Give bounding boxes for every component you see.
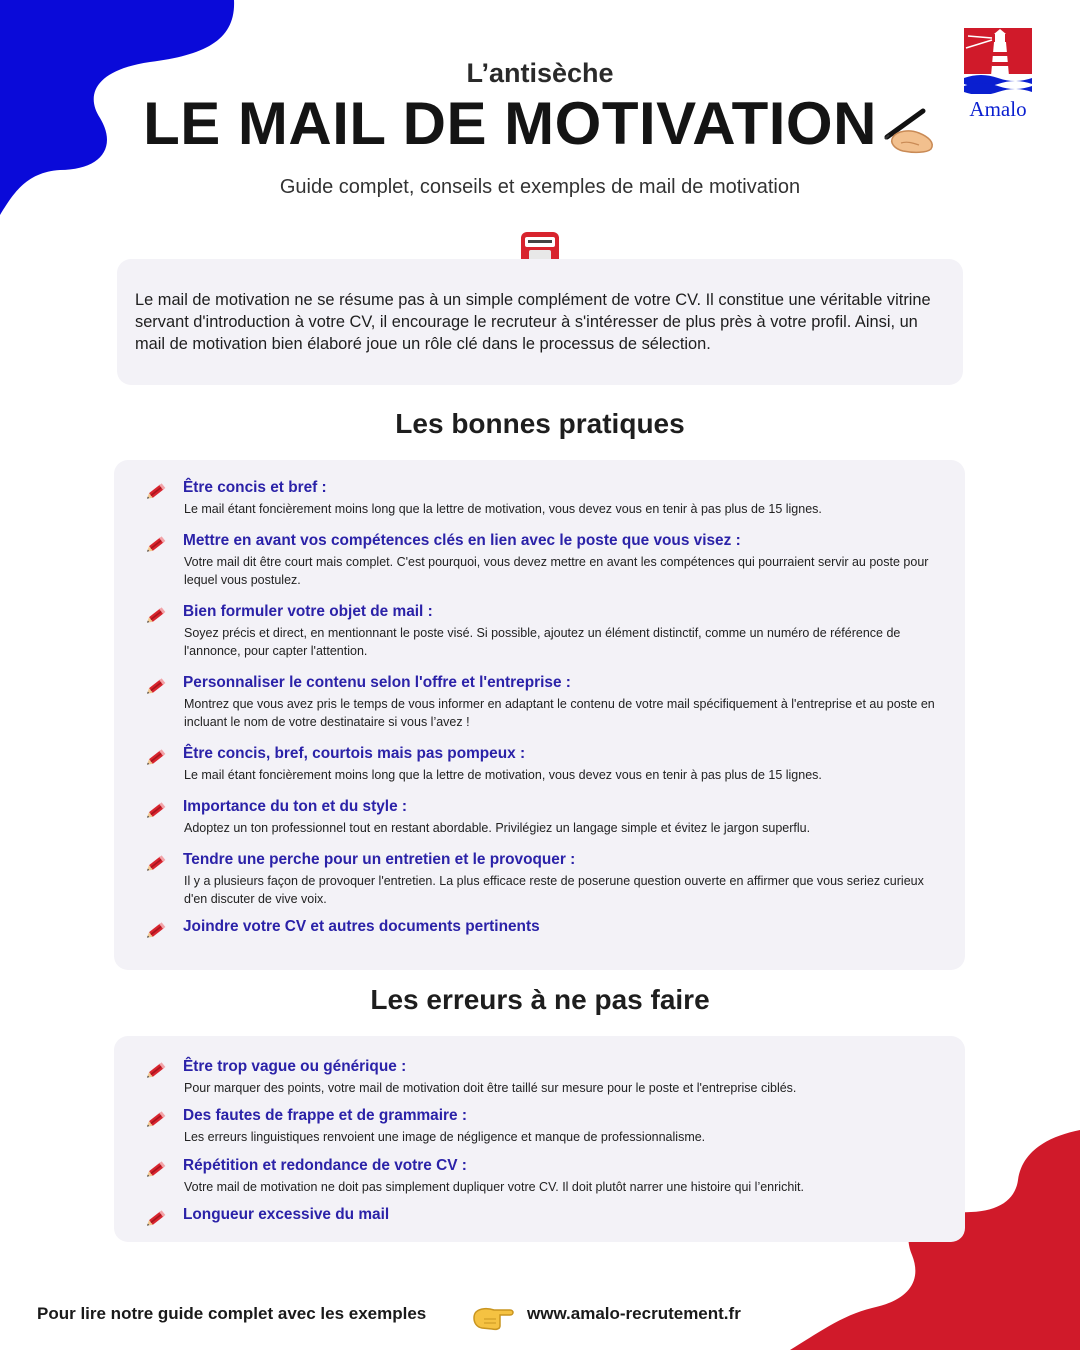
title-row [0, 91, 1080, 157]
mistake-item-desc: Pour marquer des points, votre mail de motivation doit être taillé sur mesure pour le poste et l'entreprise ciblés. [184, 1081, 797, 1095]
good-practice-item-title: Importance du ton et du style : [183, 798, 408, 815]
pencil-icon [147, 1207, 169, 1232]
pencil-icon [147, 746, 169, 771]
good-practice-item-title: Joindre votre CV et autres documents pertinents [183, 918, 540, 935]
amalo-logo [964, 28, 1032, 122]
good-practice-item-title: Tendre une perche pour un entretien et le provoquer : [183, 851, 576, 868]
mistakes-title: Les erreurs à ne pas faire [370, 984, 710, 1015]
good-practice-item-title: Mettre en avant vos compétences clés en lien avec le poste que vous visez : [183, 532, 741, 549]
pencil-icon [147, 799, 169, 824]
kicker: L’antisèche [466, 58, 614, 88]
good-practice-item-desc: Le mail étant foncièrement moins long que la lettre de motivation, vous devez vous en tenir à pas plus de 15 lignes. [184, 768, 822, 782]
good-practice-item-desc: Soyez précis et direct, en mentionnant le poste visé. Si possible, ajoutez un élément distinctif, comme un numéro de référence de l'annonce, pour capter l'attention. [184, 626, 901, 658]
subtitle: Guide complet, conseils et exemples de mail de motivation [279, 176, 801, 198]
good-practice-item-desc: Montrez que vous avez pris le temps de vous informer en adaptant le contenu de votre mail spécifiquement à l'entreprise et au poste en incluant le nom de votre destinataire si vous l’avez ! [184, 697, 935, 729]
pencil-icon [147, 533, 169, 558]
good-practice-item-desc: Adoptez un ton professionnel tout en restant abordable. Privilégiez un langage simple et évitez le jargon superflu. [184, 821, 811, 835]
good-practice-item-desc: Il y a plusieurs façon de provoquer l'entretien. La plus efficace reste de poserune question ouverte en affirmer que vous seriez curieux d'en discuter de vive voix. [184, 874, 924, 906]
intro-box [117, 259, 963, 385]
pencil-icon [147, 480, 169, 505]
mistake-item-title: Des fautes de frappe et de grammaire : [183, 1107, 467, 1124]
mistake-item-desc: Les erreurs linguistiques renvoient une image de négligence et manque de professionnalisme. [184, 1130, 706, 1144]
footer-cta: Pour lire notre guide complet avec les exemples [37, 1304, 427, 1323]
good-practice-item-title: Bien formuler votre objet de mail : [183, 603, 433, 620]
good-practice-item-title: Être concis, bref, courtois mais pas pompeux : [183, 745, 526, 762]
mistake-item-title: Être trop vague ou générique : [183, 1058, 407, 1075]
good-practice-item-desc: Le mail étant foncièrement moins long que la lettre de motivation, vous devez vous en tenir à pas plus de 15 lignes. [184, 502, 822, 516]
pointing-hand-icon [470, 1300, 516, 1332]
intro-text: Le mail de motivation ne se résume pas à un simple complément de votre CV. Il constitue une véritable vitrine servant d'introduction à votre CV, il encourage le recruteur à s'intéresser de plus près à votre profil. Ainsi, un mail de motivation bien élaboré joue un rôle clé dans le processus de sélection. [135, 291, 931, 353]
mistake-item-desc: Votre mail de motivation ne doit pas simplement dupliquer votre CV. Il doit plutôt narrer une histoire qui l’enrichit. [184, 1180, 805, 1194]
good-practice-item-title: Être concis et bref : [183, 479, 327, 496]
good-practices-title: Les bonnes pratiques [395, 408, 685, 439]
writing-hand-icon [879, 107, 937, 155]
mistake-item-title: Longueur excessive du mail [183, 1206, 390, 1223]
footer-url-link[interactable]: www.amalo-recrutement.fr [527, 1304, 741, 1323]
good-practice-item-title: Personnaliser le contenu selon l'offre et l'entreprise : [183, 674, 571, 691]
pencil-icon [147, 675, 169, 700]
page-title: LE MAIL DE MOTIVATION [143, 90, 877, 157]
pencil-icon [147, 1158, 169, 1183]
lighthouse-logo-icon [964, 28, 1032, 94]
mistakes-panel [114, 1036, 965, 1242]
pencil-icon [147, 604, 169, 629]
pencil-icon [147, 1059, 169, 1084]
pencil-icon [147, 852, 169, 877]
header [0, 58, 1080, 157]
mistake-item-title: Répétition et redondance de votre CV : [183, 1157, 467, 1174]
pencil-icon [147, 1108, 169, 1133]
pencil-icon [147, 919, 169, 944]
logo-brand: Amalo [969, 97, 1027, 121]
good-practice-item-desc: Votre mail dit être court mais complet. C'est pourquoi, vous devez mettre en avant les compétences qui pourraient servir au poste pour lequel vous postulez. [184, 555, 929, 587]
good-practices-panel [114, 460, 965, 970]
